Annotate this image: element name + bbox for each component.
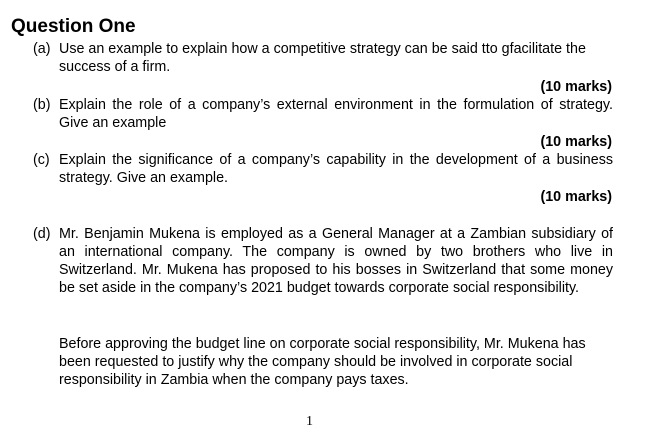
question-b-text: Explain the role of a company’s external environment in the formulation of strategy. Give an example: [59, 97, 613, 131]
question-heading: Question One: [11, 16, 136, 37]
question-c: [33, 151, 613, 187]
question-d-text: Mr. Benjamin Mukena is employed as a General Manager at a Zambian subsidiary of an international company. The company is owned by two brothers who live in Switzerland. Mr. Mukena has proposed to his bosses in Switzerland that some money be set aside in the company’s 2021 budget towards corporate social responsibility.: [59, 226, 613, 296]
question-a-label: (a): [33, 41, 51, 57]
question-b-marks: (10 marks): [540, 134, 612, 150]
question-c-label: (c): [33, 152, 50, 168]
question-b: [33, 96, 613, 132]
page-number: 1: [306, 414, 313, 429]
question-a-marks: (10 marks): [540, 79, 612, 95]
question-d: [33, 225, 613, 297]
question-a: [33, 40, 613, 76]
question-a-text: Use an example to explain how a competitive strategy can be said tto gfacilitate the success of a firm.: [59, 41, 586, 75]
question-c-marks: (10 marks): [540, 189, 612, 205]
question-d-followup: Before approving the budget line on corporate social responsibility, Mr. Mukena has been requested to justify why the company should be involved in corporate social responsibility in Zambia when the company pays taxes.: [59, 336, 586, 388]
question-b-label: (b): [33, 97, 51, 113]
question-d-label: (d): [33, 226, 51, 242]
question-c-text: Explain the significance of a company’s capability in the development of a business strategy. Give an example.: [59, 152, 613, 186]
